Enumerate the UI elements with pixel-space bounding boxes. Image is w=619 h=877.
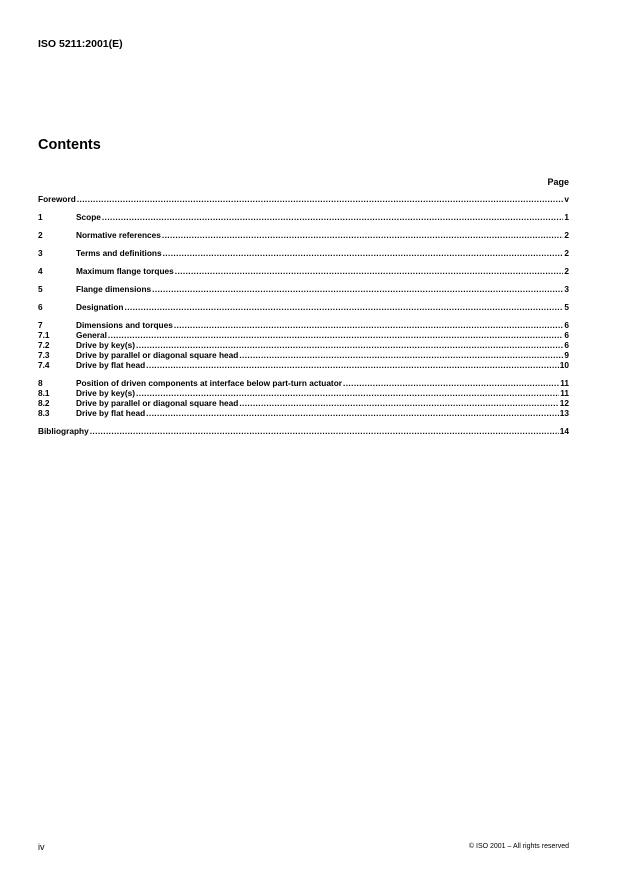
toc-entry-5[interactable] <box>38 284 569 294</box>
document-id: ISO 5211:2001(E) <box>38 38 123 50</box>
toc-entry-2[interactable] <box>38 230 569 240</box>
toc-entry-title: Position of driven components at interface below part-turn actuator <box>76 378 342 388</box>
toc-entry-page: 6 <box>564 330 569 340</box>
toc-entry-number: 7.4 <box>38 360 50 370</box>
toc-entry-title: Drive by parallel or diagonal square head <box>76 398 239 408</box>
toc-entry-number: 8.1 <box>38 388 50 398</box>
toc-entry-title: Foreword <box>38 194 76 204</box>
toc-entry-page: 2 <box>564 248 569 258</box>
page-number: iv <box>38 842 45 852</box>
toc-entry-number: 4 <box>38 266 43 276</box>
toc-leader <box>162 230 564 240</box>
toc-entry-page: 10 <box>559 360 569 370</box>
toc-leader <box>124 302 563 312</box>
toc-entry-title: Scope <box>76 212 101 222</box>
toc-entry-page: 6 <box>564 320 569 330</box>
toc-entry-title: Terms and definitions <box>76 248 162 258</box>
toc-entry-title: Drive by parallel or diagonal square head <box>76 350 239 360</box>
toc-entry-title: Designation <box>76 302 124 312</box>
toc-entry-title: Bibliography <box>38 426 89 436</box>
toc-entry-6[interactable] <box>38 302 569 312</box>
toc-leader <box>146 408 559 418</box>
toc-entry-number: 7.1 <box>38 330 50 340</box>
toc-entry-bibliography[interactable] <box>38 426 569 436</box>
toc-leader <box>102 212 563 222</box>
toc-leader <box>136 340 563 350</box>
toc-leader <box>136 388 559 398</box>
toc-entry-title: General <box>76 330 107 340</box>
toc-entry-page: 3 <box>564 284 569 294</box>
toc-entry-title: Dimensions and torques <box>76 320 173 330</box>
toc-entry-title: Drive by flat head <box>76 360 146 370</box>
toc-leader <box>108 330 563 340</box>
toc-entry-8-2[interactable] <box>38 398 569 408</box>
toc-leader <box>146 360 559 370</box>
contents-title: Contents <box>38 137 101 153</box>
toc-entry-number: 6 <box>38 302 43 312</box>
toc-entry-number: 7.3 <box>38 350 50 360</box>
toc-entry-7-3[interactable] <box>38 350 569 360</box>
toc-entry-8-3[interactable] <box>38 408 569 418</box>
toc-entry-3[interactable] <box>38 248 569 258</box>
toc-entry-page: 12 <box>559 398 569 408</box>
toc-entry-title: Flange dimensions <box>76 284 152 294</box>
toc-entry-page: 2 <box>564 266 569 276</box>
toc-leader <box>343 378 559 388</box>
toc-entry-page: 11 <box>560 378 569 388</box>
toc-entry-page: 13 <box>559 408 569 418</box>
toc-entry-7[interactable] <box>38 320 569 330</box>
toc-entry-page: 6 <box>564 340 569 350</box>
toc-entry-number: 5 <box>38 284 43 294</box>
toc-entry-page: 5 <box>564 302 569 312</box>
toc-entry-number: 8.2 <box>38 398 50 408</box>
toc-leader <box>90 426 559 436</box>
toc-entry-4[interactable] <box>38 266 569 276</box>
toc-leader <box>175 266 564 276</box>
toc-entry-title: Drive by key(s) <box>76 388 136 398</box>
toc-entry-7-2[interactable] <box>38 340 569 350</box>
toc-entry-number: 1 <box>38 212 43 222</box>
toc-entry-7-1[interactable] <box>38 330 569 340</box>
toc-entry-page: 14 <box>559 426 569 436</box>
toc-leader <box>77 194 564 204</box>
toc-leader <box>152 284 563 294</box>
toc-leader <box>239 398 558 408</box>
toc-entry-page: 2 <box>564 230 569 240</box>
toc-entry-title: Drive by key(s) <box>76 340 136 350</box>
toc-entry-title: Maximum flange torques <box>76 266 174 276</box>
toc-entry-page: v <box>564 194 569 204</box>
toc-entry-title: Normative references <box>76 230 161 240</box>
toc-leader <box>163 248 564 258</box>
toc-entry-title: Drive by flat head <box>76 408 146 418</box>
toc-entry-foreword[interactable] <box>38 194 569 204</box>
toc-entry-number: 7 <box>38 320 43 330</box>
toc-entry-number: 8 <box>38 378 43 388</box>
toc-entry-page: 9 <box>564 350 569 360</box>
toc-leader <box>174 320 564 330</box>
toc-entry-page: 11 <box>560 388 569 398</box>
toc-entry-1[interactable] <box>38 212 569 222</box>
copyright-notice: © ISO 2001 – All rights reserved <box>468 843 569 850</box>
toc-entry-8-1[interactable] <box>38 388 569 398</box>
page-column-label: Page <box>547 177 569 187</box>
toc-entry-number: 3 <box>38 248 43 258</box>
toc-entry-number: 7.2 <box>38 340 50 350</box>
toc-entry-page: 1 <box>564 212 569 222</box>
table-of-contents <box>38 194 569 436</box>
toc-entry-7-4[interactable] <box>38 360 569 370</box>
toc-entry-number: 2 <box>38 230 43 240</box>
toc-leader <box>239 350 563 360</box>
toc-entry-number: 8.3 <box>38 408 50 418</box>
toc-entry-8[interactable] <box>38 378 569 388</box>
